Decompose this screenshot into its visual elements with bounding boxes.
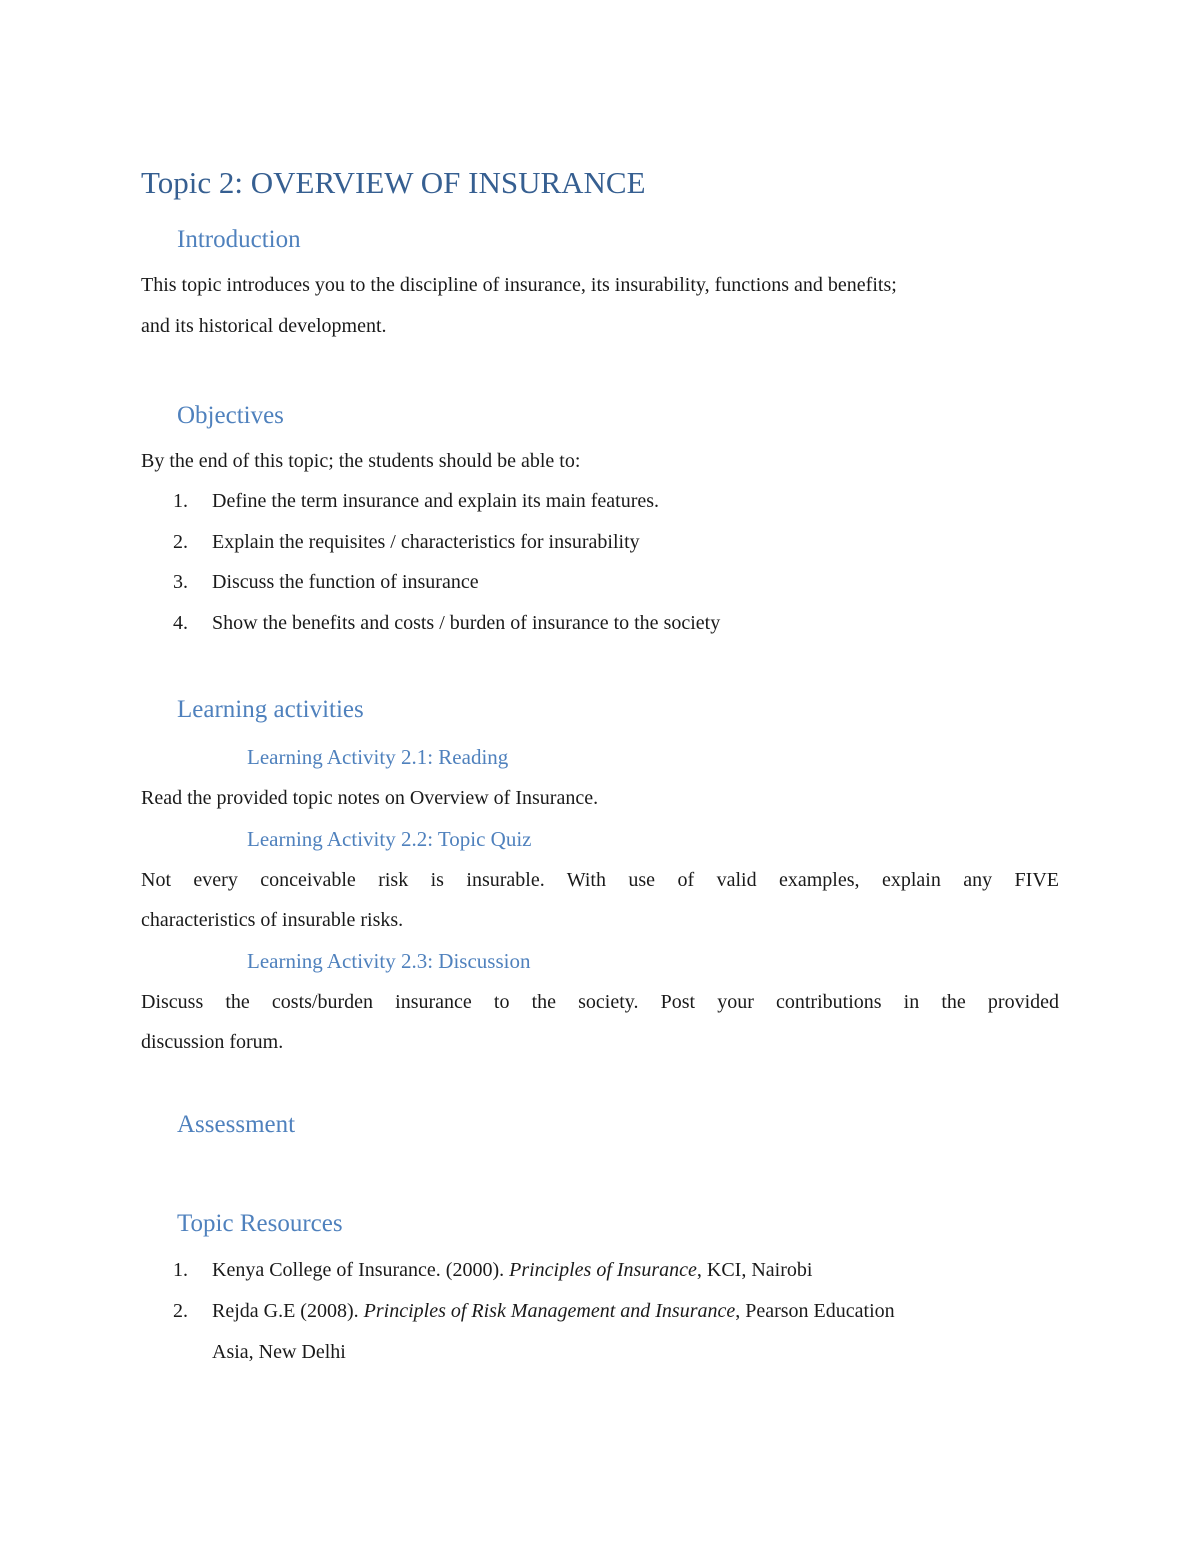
introduction-text-line2: and its historical development.: [141, 315, 387, 337]
resource-publisher: , KCI, Nairobi: [696, 1259, 813, 1281]
resource-book-title: Principles of Insurance: [509, 1259, 697, 1281]
objective-item: Explain the requisites / characteristics for insurability: [212, 531, 640, 553]
resource-number: 2.: [173, 1300, 188, 1322]
page-title: Topic 2: OVERVIEW OF INSURANCE: [141, 165, 646, 200]
objective-number: 2.: [173, 531, 188, 553]
objective-number: 4.: [173, 612, 188, 634]
learning-activities-heading: Learning activities: [177, 696, 364, 723]
resource-book-title: Principles of Risk Management and Insurance: [363, 1300, 736, 1322]
introduction-heading: Introduction: [177, 226, 301, 253]
objective-number: 3.: [173, 571, 188, 593]
activity-heading-quiz: Learning Activity 2.2: Topic Quiz: [247, 827, 532, 851]
activity-discussion-text-line2: discussion forum.: [141, 1031, 284, 1053]
objectives-heading: Objectives: [177, 402, 284, 429]
resource-item-continuation: Asia, New Delhi: [212, 1341, 346, 1363]
activity-reading-text: Read the provided topic notes on Overview of Insurance.: [141, 787, 599, 809]
objective-number: 1.: [173, 490, 188, 512]
activity-quiz-text-line1: Not every conceivable risk is insurable. With use of valid examples, explain any FIVE: [141, 869, 1059, 891]
resource-item: [212, 1257, 812, 1283]
introduction-text-line1: This topic introduces you to the discipline of insurance, its insurability, functions and benefits;: [141, 274, 897, 296]
objectives-lead: By the end of this topic; the students should be able to:: [141, 450, 581, 472]
activity-heading-reading: Learning Activity 2.1: Reading: [247, 745, 509, 769]
activity-heading-discussion: Learning Activity 2.3: Discussion: [247, 949, 531, 973]
objective-item: Show the benefits and costs / burden of insurance to the society: [212, 612, 721, 634]
activity-discussion-text-line1: Discuss the costs/burden insurance to the society. Post your contributions in the provided: [141, 991, 1059, 1013]
resource-item: [212, 1298, 895, 1324]
resource-number: 1.: [173, 1259, 188, 1281]
resource-author: Kenya College of Insurance. (2000).: [212, 1259, 510, 1281]
objective-item: Discuss the function of insurance: [212, 571, 479, 593]
assessment-heading: Assessment: [177, 1111, 296, 1138]
topic-resources-heading: Topic Resources: [177, 1210, 343, 1237]
resource-publisher: , Pearson Education: [735, 1300, 895, 1322]
activity-quiz-text-line2: characteristics of insurable risks.: [141, 909, 404, 931]
objective-item: Define the term insurance and explain its main features.: [212, 490, 660, 512]
resource-author: Rejda G.E (2008).: [212, 1300, 364, 1322]
